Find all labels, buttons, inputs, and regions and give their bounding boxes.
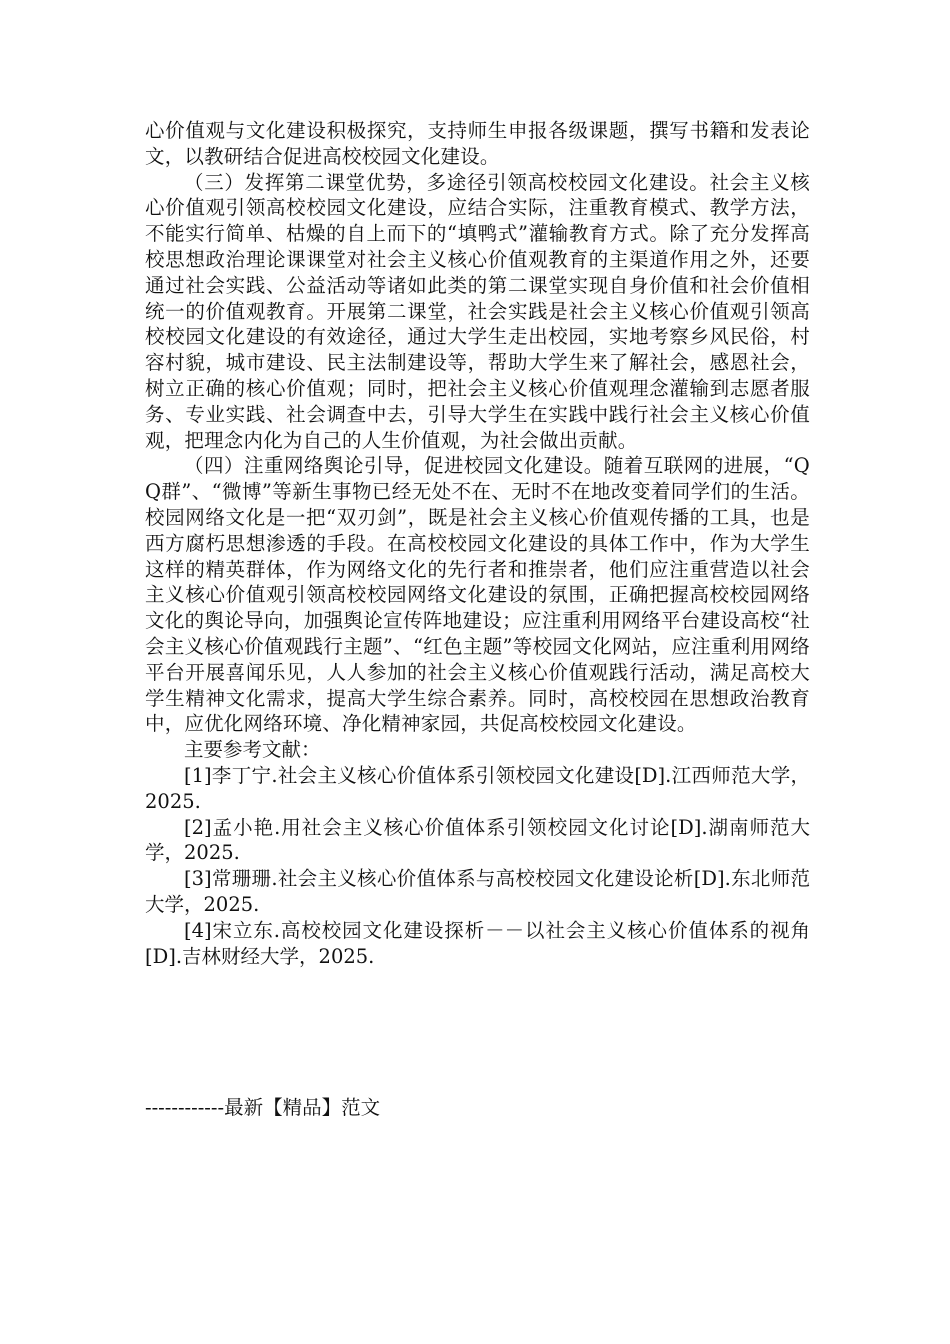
paragraph-section-three: （三）发挥第二课堂优势，多途径引领高校校园文化建设。社会主义核心价值观引领高校校园文化建设，应结合实际，注重教育模式、教学方法，不能实行简单、枯燥的自上而下的“填鸭式”灌输教育方式。除了充分发挥高校思想政治理论课课堂对社会主义核心价值观教育的主渠道作用之外，还要通过社会实践、公益活动等诸如此类的第二课堂实现自身价值和社会价值相统一的价值观教育。开展第二课堂，社会实践是社会主义核心价值观引领高校校园文化建设的有效途径，通过大学生走出校园，实地考察乡风民俗，村容村貌，城市建设、民主法制建设等，帮助大学生来了解社会，感恩社会，树立正确的核心价值观；同时，把社会主义核心价值观理念灌输到志愿者服务、专业实践、社会调查中去，引导大学生在实践中践行社会主义核心价值观，把理念内化为自己的人生价值观，为社会做出贡献。 — [145, 170, 810, 452]
reference-item-3: [3]常珊珊.社会主义核心价值体系与高校校园文化建设论析[D].东北师范大学，2025. — [145, 867, 810, 916]
document-body — [145, 118, 810, 969]
references-heading: 主要参考文献： — [184, 738, 321, 762]
footer-tagline: ------------最新【精品】范文 — [145, 1096, 381, 1119]
paragraph-continuation: 心价值观与文化建设积极探究，支持师生申报各级课题，撰写书籍和发表论文，以教研结合促进高校校园文化建设。 — [145, 119, 810, 168]
reference-item-2: [2]孟小艳.用社会主义核心价值体系引领校园文化讨论[D].湖南师范大学，2025. — [145, 815, 810, 865]
reference-item-4: [4]宋立东.高校校园文化建设探析－－以社会主义核心价值体系的视角[D].吉林财经大学，2025. — [145, 918, 810, 968]
paragraph-section-four: （四）注重网络舆论引导，促进校园文化建设。随着互联网的进展，“QQ群”、“微博”等新生事物已经无处不在、无时不在地改变着同学们的生活。校园网络文化是一把“双刃剑”，既是社会主义核心价值观传播的工具，也是西方腐朽思想渗透的手段。在高校校园文化建设的具体工作中，作为大学生这样的精英群体，作为网络文化的先行者和推崇者，他们应注重营造以社会主义核心价值观引领高校校园网络文化建设的氛围，正确把握高校校园网络文化的舆论导向，加强舆论宣传阵地建设；应注重利用网络平台建设高校“社会主义核心价值观践行主题”、“红色主题”等校园文化网站，应注重利用网络平台开展喜闻乐见，人人参加的社会主义核心价值观践行活动，满足高校大学生精神文化需求，提高大学生综合素养。同时，高校校园在思想政治教育中，应优化网络环境、净化精神家园，共促高校校园文化建设。 — [145, 454, 810, 736]
references-list — [145, 763, 810, 969]
reference-item-1: [1]李丁宁.社会主义核心价值体系引领校园文化建设[D].江西师范大学，2025. — [145, 763, 810, 813]
